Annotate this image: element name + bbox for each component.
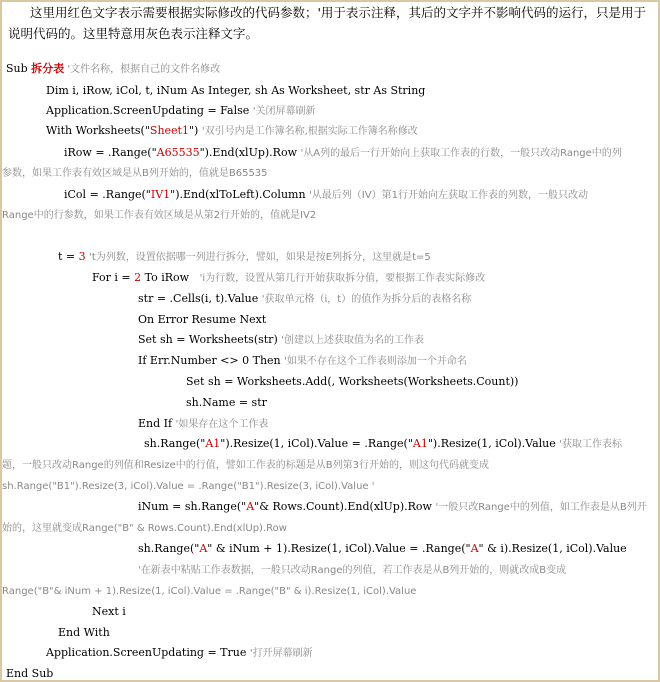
- code-text: For i =: [92, 271, 135, 284]
- code-comment: '如果存在这个工作表: [175, 419, 269, 430]
- code-parameter: A1: [412, 437, 428, 450]
- code-line: [92, 605, 660, 619]
- code-comment: '双引号内是工作簿名称,根据实际工作簿名称修改: [201, 126, 418, 137]
- code-text: ").Resize(1, iCol).Value = .Range(": [220, 437, 413, 450]
- code-parameter: A: [246, 500, 255, 513]
- code-text: With Worksheets(": [46, 124, 150, 137]
- code-parameter: A1: [205, 437, 221, 450]
- code-text: ").End(xlToLeft).Column: [170, 188, 310, 201]
- code-line: [58, 250, 660, 265]
- code-line: [2, 521, 658, 536]
- code-text: "& Rows.Count).End(xlUp).Row: [254, 500, 436, 513]
- intro-paragraph: 这里用红色文字表示需要根据实际修改的代码参数；'用于表示注释，其后的文字并不影响代码的运行，只是用于说明代码的。这里特意用灰色表示注释文字。: [8, 5, 646, 41]
- code-text: End If: [138, 417, 176, 430]
- code-line: [92, 271, 660, 286]
- code-comment: '获取单元格（i，t）的值作为拆分后的表格名称: [261, 294, 472, 305]
- code-line: [138, 563, 660, 578]
- code-comment: '一般只改Range中的列值，如工作表是从B列开: [435, 502, 647, 513]
- code-line: [46, 104, 660, 119]
- code-comment: '关闭屏幕刷新: [252, 106, 316, 117]
- code-parameter: 3: [78, 250, 86, 263]
- code-text: To iRow: [141, 271, 200, 284]
- code-comment: Range中的行参数，如果工作表有效区域是从第2行开始的，值就是IV2: [2, 210, 317, 221]
- code-comment: 题，一般只改动Range的列值和Resize中的行值，譬如工作表的标题是从B列第3行开始的，则这句代码就变成: [2, 460, 489, 471]
- code-text: iNum = sh.Range(": [138, 500, 247, 513]
- code-line: [138, 542, 660, 556]
- code-line: [46, 646, 660, 661]
- code-text: Application.ScreenUpdating = False: [46, 104, 253, 117]
- code-line: [138, 333, 660, 348]
- code-comment: '获取工作表标: [559, 439, 622, 450]
- code-line: [2, 479, 658, 494]
- code-text: sh.Range(": [144, 437, 206, 450]
- code-parameter: A65535: [156, 146, 200, 159]
- code-line: [46, 124, 660, 139]
- code-text: iCol = .Range(": [64, 188, 151, 201]
- code-line: [64, 188, 660, 203]
- code-line: [2, 166, 658, 181]
- code-comment: '在新表中粘贴工作表数据，一般只改动Range的列值，若工作表是从B列开始的，则就改成B变成: [138, 565, 567, 576]
- code-comment: 参数，如果工作表有效区域是从B列开始的，值就是B65535: [2, 168, 268, 179]
- code-comment: '打开屏幕刷新: [249, 648, 313, 659]
- code-comment: '创建以上述获取值为名的工作表: [281, 335, 424, 346]
- code-text: End Sub: [6, 667, 54, 680]
- code-parameter: 2: [134, 271, 142, 284]
- code-text: Sub: [6, 62, 32, 75]
- code-text: " & i).Resize(1, iCol).Value: [478, 542, 627, 555]
- code-line: [6, 62, 660, 77]
- code-line: [186, 375, 660, 389]
- code-text: End With: [58, 626, 110, 639]
- code-text: str = .Cells(i, t).Value: [138, 292, 262, 305]
- code-text: sh.Name = str: [186, 396, 267, 409]
- code-text: Set sh = Worksheets.Add(, Worksheets(Worksheets.Count)): [186, 375, 519, 388]
- code-line: [46, 84, 660, 98]
- code-line: [144, 437, 660, 452]
- code-line: [2, 208, 658, 223]
- code-line: [138, 417, 660, 432]
- code-text: "): [188, 124, 202, 137]
- code-line: [58, 626, 660, 640]
- code-line: [2, 584, 658, 599]
- code-comment: sh.Range("B1").Resize(3, iCol).Value = .Range("B1").Resize(3, iCol).Value ': [2, 481, 375, 492]
- code-parameter: IV1: [150, 188, 171, 201]
- code-line: [186, 396, 660, 410]
- code-line: [6, 667, 660, 681]
- code-comment: '从最后列（IV）第1行开始向左获取工作表的列数，一般只改动: [309, 190, 588, 201]
- code-comment: 始的，这里就变成Range("B" & Rows.Count).End(xlUp).Row: [2, 523, 287, 534]
- code-text: " & iNum + 1).Resize(1, iCol).Value = .Range(": [207, 542, 471, 555]
- code-parameter: A: [470, 542, 479, 555]
- code-line: [138, 500, 660, 515]
- code-text: Application.ScreenUpdating = True: [46, 646, 250, 659]
- code-line: [138, 354, 660, 369]
- code-line: [2, 458, 658, 473]
- code-text: Next i: [92, 605, 126, 618]
- code-text: ").Resize(1, iCol).Value: [427, 437, 560, 450]
- code-text: If Err.Number <> 0 Then: [138, 354, 285, 367]
- code-parameter: 拆分表: [31, 62, 65, 75]
- code-text: Set sh = Worksheets(str): [138, 333, 282, 346]
- code-comment: 'i为行数，设置从第几行开始获取拆分值，要根据工作表实际修改: [199, 273, 486, 284]
- code-parameter: Sheet1: [149, 124, 189, 137]
- code-text: ").End(xlUp).Row: [199, 146, 301, 159]
- code-line: [138, 313, 660, 327]
- code-line: [64, 146, 660, 161]
- code-comment: '从A列的最后一行开始向上获取工作表的行数，一般只改动Range中的列: [300, 148, 622, 159]
- code-parameter: A: [199, 542, 208, 555]
- code-comment: Range("B"& iNum + 1).Resize(1, iCol).Value = .Range("B" & i).Resize(1, iCol).Value: [2, 586, 417, 597]
- code-text: On Error Resume Next: [138, 313, 267, 326]
- code-comment: '文件名称，根据自己的文件名修改: [64, 64, 221, 75]
- code-text: iRow = .Range(": [64, 146, 157, 159]
- code-text: Dim i, iRow, iCol, t, iNum As Integer, sh As Worksheet, str As String: [46, 84, 426, 97]
- code-text: t =: [58, 250, 79, 263]
- code-comment: 't为列数，设置依据哪一列进行拆分，譬如，如果是按E列拆分，这里就是t=5: [89, 252, 431, 263]
- code-text: sh.Range(": [138, 542, 200, 555]
- code-comment: '如果不存在这个工作表则添加一个并命名: [284, 356, 467, 367]
- code-line: [138, 292, 660, 307]
